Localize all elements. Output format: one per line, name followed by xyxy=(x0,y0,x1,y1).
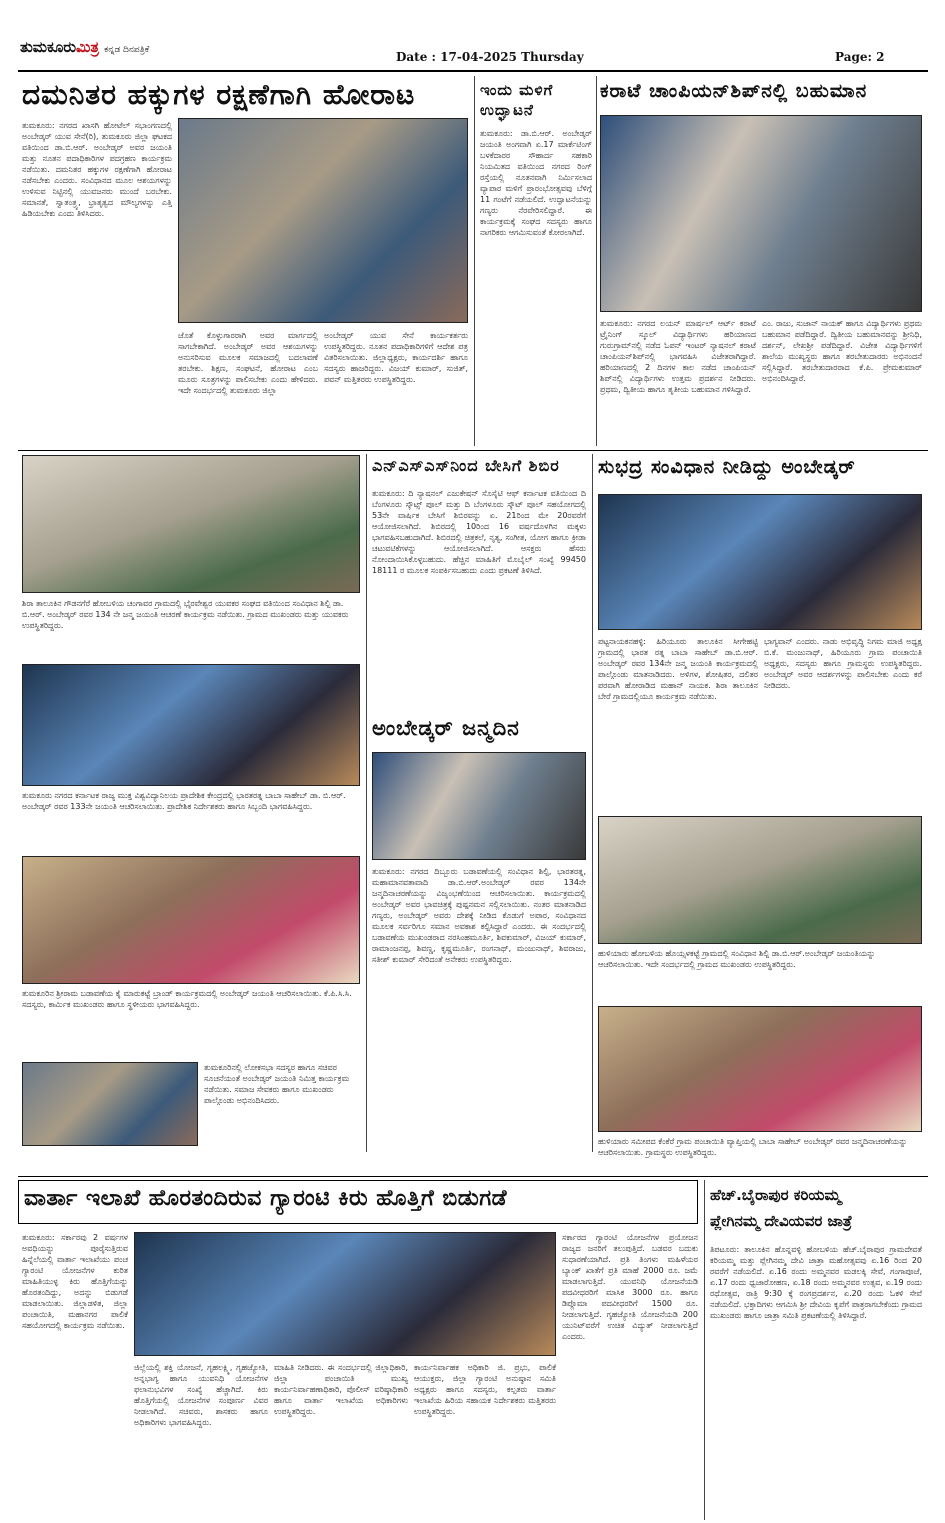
caption-a4: ಶಿರಾ ತಾಲೂಕಿನ ಗೌಡನಗೆರೆ ಹೋಬಳಿಯ ಚಂಗಾವರ ಗ್ರಾಮದಲ್ಲಿ ಭೈರವೇಶ್ವರ ಯುವಕರ ಸಂಘದ ವತಿಯಿಂದ ಸಂವಿಧಾನ ಶಿಲ್ಪಿ ಡಾ. ಬಿ.ಆರ್. ಅಂಬೇಡ್ಕರ್ ರವರ 134 ನೇ ಜನ್ಮ ಜಯಂತಿ ಆಚರಣೆ ಕಾರ್ಯಕ್ರಮ ನಡೆಯಿತು. ಗ್ರಾಮದ ಮುಖಂಡರು ಮತ್ತು ಯುವಕರು ಉಪಸ್ಥಿತರಿದ್ದರು. xyxy=(22,599,349,630)
headline-a10: ಸುಭದ್ರ ಸಂವಿಧಾನ ನೀಡಿದ್ದು ಅಂಬೇಡ್ಕರ್ xyxy=(598,456,856,478)
article-a11-body3: ಮಾಹಿತಿ ನೀಡಿದರು. ಈ ಸಂದರ್ಭದಲ್ಲಿ ಜಿಲ್ಲಾಧಿಕಾರಿ, ಜಿಲ್ಲಾ ಪಂಚಾಯಿತಿ ಮುಖ್ಯ ಕಾರ್ಯನಿರ್ವಾಹಣಾಧಿಕಾರಿ, ಪೊಲೀಸ್ ವರಿಷ್ಠಾಧಿಕಾರಿ ಹಾಗೂ ವಾರ್ತಾ ಇಲಾಖೆಯ ಅಧಿಕಾರಿಗಳು ಉಪಸ್ಥಿತರಿದ್ದರು. xyxy=(274,1363,408,1416)
headline-a11: ವಾರ್ತಾ ಇಲಾಖೆ ಹೊರತಂದಿರುವ ಗ್ಯಾರಂಟಿ ಕಿರು ಹೊತ್ತಿಗೆ ಬಿಡುಗಡೆ xyxy=(24,1186,508,1211)
issue-date: Date : 17-04-2025 Thursday xyxy=(396,50,584,64)
photo-a7-felicitation xyxy=(22,1062,198,1146)
masthead-rule xyxy=(18,70,928,72)
article-a11-body4: ಕಾರ್ಯನಿರ್ವಾಹಕ ಅಧಿಕಾರಿ ಜಿ. ಪ್ರಭು, ಪಾಲಿಕೆ ಆಯುಕ್ತರು, ಜಿಲ್ಲಾ ಗ್ಯಾರಂಟಿ ಅನುಷ್ಠಾನ ಸಮಿತಿ ಅಧ್ಯಕ್ಷರು ಹಾಗೂ ಸದಸ್ಯರು, ಕಲ್ಪತರು ವಾರ್ತಾ ಇಲಾಖೆಯ ಹಿರಿಯ ಸಹಾಯಕ ನಿರ್ದೇಶಕರು ಮತ್ತಿತರರು ಉಪಸ್ಥಿತರಿದ್ದರು. xyxy=(414,1363,556,1416)
newspaper-logo xyxy=(20,38,149,56)
headline-a9: ಅಂಬೇಡ್ಕರ್ ಜನ್ಮದಿನ xyxy=(372,716,520,740)
photo-a6-market xyxy=(22,856,360,984)
article-a3-body1: ತುಮಕೂರು: ನಗರದ ಲಯನ್ ಮಾರ್ಷಲ್ ಆರ್ಟ್ ಕರಾಟೆ ಟ್ರೈನಿಂಗ್ ಸ್ಕೂಲ್ ವಿದ್ಯಾರ್ಥಿಗಳು ಹರಿಯಾಣದ ಗುರುಗ್ರಾಮ್‌ನಲ್ಲಿ ನಡೆದ ಓಪನ್ ಇಂಟರ್ ನ್ಯಾಷನಲ್ ಕರಾಟೆ ಚಾಂಪಿಯನ್‌ಶಿಪ್‌ನಲ್ಲಿ ಭಾಗವಹಿಸಿ ವಿಜೇತರಾಗಿದ್ದಾರೆ. ಹರಿಯಾಣದಲ್ಲಿ 2 ದಿನಗಳ ಕಾಲ ನಡೆದ ಚಾಂಪಿಯನ್ ಶಿಪ್‌ನಲ್ಲಿ ವಿದ್ಯಾರ್ಥಿಗಳು ಉತ್ತಮ ಪ್ರದರ್ಶನ ನೀಡಿದರು. ಪ್ರಥಮ, ದ್ವಿತೀಯ ಹಾಗೂ ತೃತೀಯ ಬಹುಮಾನ ಗಳಿಸಿದ್ದಾರೆ. xyxy=(600,319,756,394)
page-number: Page: 2 xyxy=(835,50,885,64)
headline-a2: ಇಂದು ಮಳಿಗೆ ಉದ್ಘಾಟನೆ xyxy=(480,81,554,119)
logo-sub: ಕನ್ನಡ ದಿನಪತ್ರಿಕೆ xyxy=(104,45,150,55)
headline-a12-line1: ಹೆಚ್.ಬೈರಾಪುರ ಕರಿಯಮ್ಮ xyxy=(710,1186,841,1204)
headline-a12-line2: ಪ್ಲೇಗಿನಮ್ಮ ದೇವಿಯವರ ಜಾತ್ರೆ xyxy=(710,1212,853,1230)
column-divider xyxy=(592,454,593,1152)
column-divider xyxy=(366,454,367,1152)
headline-a3: ಕರಾಟೆ ಚಾಂಪಿಯನ್‌ಶಿಪ್‌ನಲ್ಲಿ ಬಹುಮಾನ xyxy=(600,80,868,102)
photo-a10-stage xyxy=(598,494,922,630)
row-divider xyxy=(18,1176,928,1177)
article-a1-body1: ತುಮಕೂರು: ನಗರದ ಖಾಸಗಿ ಹೋಟೆಲ್ ಸಭಾಂಗಣದಲ್ಲಿ ಅಂಬೇಡ್ಕರ್ ಯುವ ಸೇನೆ(ರಿ), ತುಮಕೂರು ಜಿಲ್ಲಾ ಘಟಕದ ವತಿಯಿಂದ ಡಾ.ಬಿ.ಆರ್. ಅಂಬೇಡ್ಕರ್ ಅವರ ಜಯಂತಿ ಮತ್ತು ನೂತನ ಪದಾಧಿಕಾರಿಗಳ ಪದಗ್ರಹಣ ಕಾರ್ಯಕ್ರಮ ನಡೆಯಿತು. ದಮನಿತರ ಹಕ್ಕುಗಳ ರಕ್ಷಣೆಗಾಗಿ ಹೋರಾಟ ನಡೆಸಬೇಕು ಎಂದರು. ಸಂವಿಧಾನದ ಮೂಲ ಆಶಯಗಳನ್ನು ಉಳಿಸುವ ನಿಟ್ಟಿನಲ್ಲಿ ಯುವಜನರು ಮುಂದೆ ಬರಬೇಕು. ಸಮಾನತೆ, ಸ್ವಾತಂತ್ರ್ಯ, ಭ್ರಾತೃತ್ವದ ಮೌಲ್ಯಗಳನ್ನು ಎತ್ತಿ ಹಿಡಿಯಬೇಕು ಎಂದು ತಿಳಿಸಿದರು. xyxy=(22,121,172,218)
photo-a10-group xyxy=(598,1006,922,1132)
article-a11-body5: ಸರ್ಕಾರದ ಗ್ಯಾರಂಟಿ ಯೋಜನೆಗಳ ಪ್ರಯೋಜನ ರಾಜ್ಯದ ಜನರಿಗೆ ತಲುಪುತ್ತಿದೆ. ಬಡವರ ಬದುಕು ಸುಧಾರಣೆಯಾಗಿದೆ. ಪ್ರತಿ ತಿಂಗಳು ಮಹಿಳೆಯರ ಬ್ಯಾಂಕ್ ಖಾತೆಗೆ ಪ್ರತಿ ಮಾಹೆ 2000 ರೂ. ಜಮೆ ಮಾಡಲಾಗುತ್ತಿದೆ. ಯುವನಿಧಿ ಯೋಜನೆಯಡಿ ಪದವೀಧರರಿಗೆ ಮಾಸಿಕ 3000 ರೂ. ಹಾಗೂ ಡಿಪ್ಲೊಮಾ ಪದವೀಧರರಿಗೆ 1500 ರೂ. ನೀಡಲಾಗುತ್ತಿದೆ. ಗೃಹಜ್ಯೋತಿ ಯೋಜನೆಯಡಿ 200 ಯುನಿಟ್‌ವರೆಗೆ ಉಚಿತ ವಿದ್ಯುತ್ ನೀಡಲಾಗುತ್ತಿದೆ ಎಂದರು. xyxy=(562,1233,698,1341)
photo-a10-village xyxy=(598,816,922,944)
article-a8-body: ತುಮಕೂರು: ದಿ ನ್ಯಾಷನಲ್ ಎಜುಕೇಷನ್ ಸೊಸೈಟಿ ಆಫ್ ಕರ್ನಾಟಕ ವತಿಯಿಂದ ದಿ ಬೆಂಗಳೂರು ಸ್ಕೌಟ್ಸ್ ಪೂಲ್ ಮತ್ತು ದಿ ಬೆಂಗಳೂರು ಸ್ಕೌಟ್ ಪೂಲ್ ಸಹಯೋಗದಲ್ಲಿ 53ನೇ ವಾರ್ಷಿಕ ಬೇಸಿಗೆ ಶಿಬಿರವನ್ನು ಏ. 21ರಿಂದ ಮೇ 20ರವರೆಗೆ ಆಯೋಜಿಸಲಾಗಿದೆ. ಶಿಬಿರದಲ್ಲಿ 10ರಿಂದ 16 ವರ್ಷದೊಳಗಿನ ಮಕ್ಕಳು ಭಾಗವಹಿಸಬಹುದಾಗಿದೆ. ಶಿಬಿರದಲ್ಲಿ ಚಿತ್ರಕಲೆ, ನೃತ್ಯ, ಸಂಗೀತ, ಯೋಗ ಹಾಗೂ ಕ್ರೀಡಾ ಚಟುವಟಿಕೆಗಳನ್ನು ಆಯೋಜಿಸಲಾಗಿದೆ. ಆಸಕ್ತರು ಹೆಸರು ನೋಂದಾಯಿಸಿಕೊಳ್ಳಬಹುದು. ಹೆಚ್ಚಿನ ಮಾಹಿತಿಗೆ ಮೊಬೈಲ್ ಸಂಖ್ಯೆ 99450 18111 ರ ಮೂಲಕ ಸಂಪರ್ಕಿಸಬಹುದು ಎಂದು ಪ್ರಕಟಣೆ ತಿಳಿಸಿದೆ. xyxy=(372,489,586,575)
headline-a8: ಎನ್‌ಎಸ್‌ಎಸ್‌ನಿಂದ ಬೇಸಿಗೆ ಶಿಬಿರ xyxy=(372,456,560,475)
article-a3-body2: ಎಂ. ರಾಜು, ಸುಜಾನ್ ನಾಯಕ್ ಹಾಗೂ ವಿದ್ಯಾರ್ಥಿಗಳು ಪ್ರಥಮ ಬಹುಮಾನ ಪಡೆದಿದ್ದಾರೆ. ದ್ವಿತೀಯ ಬಹುಮಾನವನ್ನು ಶ್ರೀನಿಧಿ, ದರ್ಶನ್, ಲೇಖಶ್ರೀ ಪಡೆದಿದ್ದಾರೆ. ವಿಜೇತ ವಿದ್ಯಾರ್ಥಿಗಳಿಗೆ ಶಾಲೆಯ ಮುಖ್ಯಸ್ಥರು ಹಾಗೂ ತರಬೇತುದಾರರು ಅಭಿನಂದನೆ ಸಲ್ಲಿಸಿದ್ದಾರೆ. ತರಬೇತುದಾರರಾದ ಕೆ.ಪಿ. ಪ್ರೇಮಕುಮಾರ್ ಅಭಿನಂದಿಸಿದ್ದಾರೆ. xyxy=(762,319,922,383)
caption-a5: ತುಮಕೂರು ನಗರದ ಕರ್ನಾಟಕ ರಾಜ್ಯ ಮುಕ್ತ ವಿಶ್ವವಿದ್ಯಾನಿಲಯ ಪ್ರಾದೇಶಿಕ ಕೇಂದ್ರದಲ್ಲಿ ಭಾರತರತ್ನ ಬಾಬಾ ಸಾಹೇಬ್ ಡಾ. ಬಿ.ಆರ್. ಅಂಬೇಡ್ಕರ್ ರವರ 133ನೇ ಜಯಂತಿ ಆಚರಿಸಲಾಯಿತು. ಪ್ರಾದೇಶಿಕ ನಿರ್ದೇಶಕರು ಹಾಗೂ ಸಿಬ್ಬಂದಿ ಭಾಗವಹಿಸಿದ್ದರು. xyxy=(22,791,346,811)
column-divider xyxy=(474,76,475,446)
article-a9-body: ತುಮಕೂರು: ನಗರದ ದಿಬ್ಬೂರು ಬಡಾವಣೆಯಲ್ಲಿ ಸಂವಿಧಾನ ಶಿಲ್ಪಿ, ಭಾರತರತ್ನ, ಮಹಾಮಾನವತಾವಾದಿ ಡಾ.ಬಿ.ಆರ್.ಅಂಬೇಡ್ಕರ್ ರವರ 134ನೇ ಜನ್ಮದಿನಾಚರಣೆಯನ್ನು ವಿಜೃಂಭಣೆಯಿಂದ ಆಚರಿಸಲಾಯಿತು. ಕಾರ್ಯಕ್ರಮದಲ್ಲಿ ಅಂಬೇಡ್ಕರ್ ಅವರ ಭಾವಚಿತ್ರಕ್ಕೆ ಪುಷ್ಪನಮನ ಸಲ್ಲಿಸಲಾಯಿತು. ನಂತರ ಮಾತನಾಡಿದ ಗಣ್ಯರು, ಅಂಬೇಡ್ಕರ್ ಅವರು ದೇಶಕ್ಕೆ ನೀಡಿದ ಕೊಡುಗೆ ಅಪಾರ, ಸಂವಿಧಾನದ ಮೂಲಕ ಸರ್ವರಿಗೂ ಸಮಾನ ಅವಕಾಶ ಕಲ್ಪಿಸಿದ್ದಾರೆ ಎಂದರು. ಈ ಸಂದರ್ಭದಲ್ಲಿ ಬಡಾವಣೆಯ ಮುಖಂಡರಾದ ನರಸಿಂಹಮೂರ್ತಿ, ಶಿವಕುಮಾರ್, ವಿಜಯ್ ಕುಮಾರ್, ರಾಮಾಂಜನಪ್ಪ, ಶಿವಣ್ಣ, ಕೃಷ್ಣಮೂರ್ತಿ, ರಂಗನಾಥ್, ಮಂಜುನಾಥ್, ಶಿವರಾಜು, ಸತೀಶ್ ಕುಮಾರ್ ಸೇರಿದಂತೆ ಅನೇಕರು ಉಪಸ್ಥಿತರಿದ್ದರು. xyxy=(372,867,586,964)
caption-a7: ತುಮಕೂರಿನಲ್ಲಿ ಲೋಕಸಭಾ ಸದಸ್ಯರ ಹಾಗೂ ಸಚಿವರ ಸೂಚನೆಯಂತೆ ಅಂಬೇಡ್ಕರ್ ಜಯಂತಿ ನಿಮಿತ್ತ ಕಾರ್ಯಕ್ರಮ ನಡೆಯಿತು. ಸಮಾಜ ಸೇವಕರು ಹಾಗೂ ಮುಖಂಡರು ಪಾಲ್ಗೊಂಡು ಅಭಿನಂದಿಸಿದರು. xyxy=(204,1063,350,1105)
logo-main: ತುಮಕೂರು xyxy=(20,38,77,56)
caption-a10-3: ಹುಳಿಯಾರು ಸಮೀಪದ ಕೆಂಕೆರೆ ಗ್ರಾಮ ಪಂಚಾಯಿತಿ ವ್ಯಾಪ್ತಿಯಲ್ಲಿ ಬಾಬಾ ಸಾಹೇಬ್ ಅಂಬೇಡ್ಕರ್ ರವರ ಜನ್ಮದಿನಾಚರಣೆಯನ್ನು ಆಚರಿಸಲಾಯಿತು. ಗ್ರಾಮಸ್ಥರು ಉಪಸ್ಥಿತರಿದ್ದರು. xyxy=(598,1137,908,1157)
masthead xyxy=(0,0,945,70)
article-a2-body: ತುಮಕೂರು: ಡಾ.ಬಿ.ಆರ್. ಅಂಬೇಡ್ಕರ್ ಜಯಂತಿ ಅಂಗವಾಗಿ ಏ.17 ಮಾರ್ಕೆಟಿಂಗ್ ಬಳಕೆದಾರರ ಸೌಹಾರ್ದ ಸಹಕಾರಿ ನಿಯಮಿತದ ವತಿಯಿಂದ ನಗರದ ರಿಂಗ್ ರಸ್ತೆಯಲ್ಲಿ ನೂತನವಾಗಿ ನಿರ್ಮಿಸಲಾದ ವ್ಯಾಪಾರ ಮಳಿಗೆ ಪ್ರಾರಂಭೋತ್ಸವವು ಬೆಳಿಗ್ಗೆ 11 ಗಂಟೆಗೆ ನಡೆಯಲಿದೆ. ಉದ್ಘಾಟನೆಯನ್ನು ಗಣ್ಯರು ನೆರವೇರಿಸಲಿದ್ದಾರೆ. ಈ ಕಾರ್ಯಕ್ರಮಕ್ಕೆ ಸಂಘದ ಸದಸ್ಯರು ಹಾಗೂ ನಾಗರಿಕರು ಆಗಮಿಸುವಂತೆ ಕೋರಲಾಗಿದೆ. xyxy=(480,129,592,237)
caption-a10-2: ಹುಳಿಯಾರು ಹೋಬಳಿಯ ಹೊಯ್ಸಳಕಟ್ಟೆ ಗ್ರಾಮದಲ್ಲಿ ಸಂವಿಧಾನ ಶಿಲ್ಪಿ ಡಾ.ಬಿ.ಆರ್.ಅಂಬೇಡ್ಕರ್ ಜಯಂತಿಯನ್ನು ಆಚರಿಸಲಾಯಿತು. ಇದೇ ಸಂದರ್ಭದಲ್ಲಿ ಗ್ರಾಮದ ಮುಖಂಡರು ಉಪಸ್ಥಿತರಿದ್ದರು. xyxy=(598,949,876,969)
row-divider xyxy=(18,450,928,451)
headline-a1: ದಮನಿತರ ಹಕ್ಕುಗಳ ರಕ್ಷಣೆಗಾಗಿ ಹೋರಾಟ xyxy=(22,78,416,111)
column-divider xyxy=(596,76,597,446)
logo-red: ಮಿತ್ರ xyxy=(76,38,99,56)
article-a11-body2: ಜಿಲ್ಲೆಯಲ್ಲಿ ಶಕ್ತಿ ಯೋಜನೆ, ಗೃಹಲಕ್ಷ್ಮಿ, ಗೃಹಜ್ಯೋತಿ, ಅನ್ನಭಾಗ್ಯ ಹಾಗೂ ಯುವನಿಧಿ ಯೋಜನೆಗಳ ಫಲಾನುಭವಿಗಳ ಸಂಖ್ಯೆ ಹೆಚ್ಚಾಗಿದೆ. ಕಿರು ಹೊತ್ತಿಗೆಯಲ್ಲಿ ಯೋಜನೆಗಳ ಸಂಪೂರ್ಣ ವಿವರ ನೀಡಲಾಗಿದೆ. ಸಚಿವರು, ಶಾಸಕರು ಹಾಗೂ ಅಧಿಕಾರಿಗಳು ಭಾಗವಹಿಸಿದ್ದರು. xyxy=(134,1363,268,1427)
article-a11-body1: ತುಮಕೂರು: ಸರ್ಕಾರವು 2 ವರ್ಷಗಳ ಅವಧಿಯನ್ನು ಪೂರೈಸುತ್ತಿರುವ ಹಿನ್ನೆಲೆಯಲ್ಲಿ ವಾರ್ತಾ ಇಲಾಖೆಯು ಪಂಚ ಗ್ಯಾರಂಟಿ ಯೋಜನೆಗಳ ಕುರಿತ ಮಾಹಿತಿಯುಳ್ಳ ಕಿರು ಹೊತ್ತಿಗೆಯನ್ನು ಹೊರತಂದಿದ್ದು, ಅದನ್ನು ಬಿಡುಗಡೆ ಮಾಡಲಾಯಿತು. ಜಿಲ್ಲಾಡಳಿತ, ಜಿಲ್ಲಾ ಪಂಚಾಯಿತಿ, ಮಹಾನಗರ ಪಾಲಿಕೆ ಸಹಯೋಗದಲ್ಲಿ ಕಾರ್ಯಕ್ರಮ ನಡೆಯಿತು. xyxy=(22,1233,128,1330)
caption-a6: ತುಮಕೂರಿನ ಶ್ರೀರಾಮ ಬಡಾವಣೆಯ ಕೈ ಮಾರುಕಟ್ಟೆ ಬ್ರಾಂಡ್ ಕಾರ್ಯಕ್ರಮದಲ್ಲಿ ಅಂಬೇಡ್ಕರ್ ಜಯಂತಿ ಆಚರಿಸಲಾಯಿತು. ಕೆ.ಪಿ.ಸಿ.ಸಿ. ಸದಸ್ಯರು, ಕಾರ್ಮಿಕ ಮುಖಂಡರು ಹಾಗೂ ಸ್ಥಳೀಯರು ಭಾಗವಹಿಸಿದ್ದರು. xyxy=(22,989,352,1009)
article-a10-body2: ಭಾಗ್ಯವಾನ್ ಎಂದರು. ನಾಡು ಅಭಿವೃದ್ಧಿ ನಿಗಮ ಮಾಜಿ ಅಧ್ಯಕ್ಷ ಬಿ.ಕೆ. ಮಂಜುನಾಥ್, ಹಿರಿಯೂರು ಗ್ರಾಮ ಪಂಚಾಯಿತಿ ಅಧ್ಯಕ್ಷರು, ಸದಸ್ಯರು ಹಾಗೂ ಗ್ರಾಮಸ್ಥರು ಉಪಸ್ಥಿತರಿದ್ದರು. ಅಂಬೇಡ್ಕರ್ ಅವರ ಆದರ್ಶಗಳನ್ನು ಪಾಲಿಸಬೇಕು ಎಂದು ಕರೆ ನೀಡಿದರು. xyxy=(764,637,922,690)
article-a10-body1: ಪಟ್ಟನಾಯಕನಹಳ್ಳಿ: ಹಿರಿಯೂರು ತಾಲೂಕಿನ ಸೀಗೇಹಟ್ಟಿ ಗ್ರಾಮದಲ್ಲಿ ಭಾರತ ರತ್ನ ಬಾಬಾ ಸಾಹೇಬ್ ಡಾ.ಬಿ.ಆರ್. ಅಂಬೇಡ್ಕರ್ ರವರ 134ನೇ ಜನ್ಮ ಜಯಂತಿ ಕಾರ್ಯಕ್ರಮದಲ್ಲಿ ಪಾಲ್ಗೊಂಡು ಮಾತನಾಡಿದರು. ಅಳಿಗಳ, ಶೋಷಿತರ, ದಲಿತರ ಪರವಾಗಿ ಹೋರಾಡಿದ ಮಹಾನ್ ನಾಯಕ. ಶಿರಾ ತಾಲೂಕಿನ ಬೇರೆ ಗ್ರಾಮದಲ್ಲಿಯೂ ಕಾರ್ಯಕ್ರಮ ನಡೆಯಿತು. xyxy=(598,637,758,701)
article-a1-body3: ಅಂಬೇಡ್ಕರ್ ಯುವ ಸೇನೆ ಕಾರ್ಯಕರ್ತರು ಉಪಸ್ಥಿತರಿದ್ದರು. ನೂತನ ಪದಾಧಿಕಾರಿಗಳಿಗೆ ಆದೇಶ ಪತ್ರ ವಿತರಿಸಲಾಯಿತು. ಜಿಲ್ಲಾಧ್ಯಕ್ಷರು, ಕಾರ್ಯದರ್ಶಿ ಹಾಗೂ ಸದಸ್ಯರು ಹಾಜರಿದ್ದರು. ವಿಜಯ್ ಕುಮಾರ್, ಸುಜಿತ್, ಪವನ್ ಮತ್ತಿತರರು ಉಪಸ್ಥಿತರಿದ್ದರು. xyxy=(324,331,468,384)
photo-a5-university xyxy=(22,664,360,786)
article-a1-body2: ಜೊತೆ ಕೊಳ್ಳುಗಾರರಾಗಿ ಅವರ ಮಾರ್ಗದಲ್ಲಿ ಸಾಗಬೇಕಾಗಿದೆ. ಅಂಬೇಡ್ಕರ್ ಅವರ ಆಶಯಗಳನ್ನು ಅನುಸರಿಸುವ ಮೂಲಕ ಸಮಾಜದಲ್ಲಿ ಬದಲಾವಣೆ ತರಬೇಕು. ಶಿಕ್ಷಣ, ಸಂಘಟನೆ, ಹೋರಾಟ ಎಂಬ ಮೂರು ಸೂತ್ರಗಳನ್ನು ಪಾಲಿಸಬೇಕು ಎಂದು ಹೇಳಿದರು. ಇದೇ ಸಂದರ್ಭದಲ್ಲಿ ತುಮಕೂರು ಜಿಲ್ಲಾ xyxy=(178,331,318,395)
photo-a9-birthday xyxy=(372,752,586,860)
photo-a11-release xyxy=(134,1232,556,1356)
photo-a3-karate xyxy=(600,115,922,312)
column-divider xyxy=(704,1180,705,1520)
photo-a1-award xyxy=(178,118,468,323)
photo-a4-celebration xyxy=(22,455,360,593)
article-a12-body: ತಿಪಟೂರು: ತಾಲೂಕಿನ ಹೊನ್ನವಳ್ಳಿ ಹೋಬಳಿಯ ಹೆಚ್.ಬೈರಾಪುರ ಗ್ರಾಮದೇವತೆ ಕರಿಯಮ್ಮ ಮತ್ತು ಪ್ಲೇಗಿನಮ್ಮ ದೇವಿ ಜಾತ್ರಾ ಮಹೋತ್ಸವವು ಏ.16 ರಿಂದ 20 ರವರೆಗೆ ನಡೆಯಲಿದೆ. ಏ.16 ರಂದು ಅಮ್ಮನವರ ಮಡಲಕ್ಕಿ ಸೇವೆ, ಗಂಗಾಪೂಜೆ, ಏ.17 ರಂದು ಧ್ವಜಾರೋಹಣ, ಏ.18 ರಂದು ಅಮ್ಮನವರ ಉತ್ಸವ, ಏ.19 ರಂದು ರಥೋತ್ಸವ, ರಾತ್ರಿ 9:30 ಕ್ಕೆ ರಂಗಪ್ರದರ್ಶನ, ಏ.20 ರಂದು ಓಕಳಿ ಸೇವೆ ನಡೆಯಲಿದೆ. ಭಕ್ತಾದಿಗಳು ಆಗಮಿಸಿ ಶ್ರೀ ದೇವಿಯ ಕೃಪೆಗೆ ಪಾತ್ರರಾಗಬೇಕೆಂದು ಗ್ರಾಮದ ಮುಖಂಡರು ಹಾಗೂ ಜಾತ್ರಾ ಸಮಿತಿ ಪ್ರಕಟಣೆಯಲ್ಲಿ ತಿಳಿಸಿದ್ದಾರೆ. xyxy=(710,1245,922,1320)
